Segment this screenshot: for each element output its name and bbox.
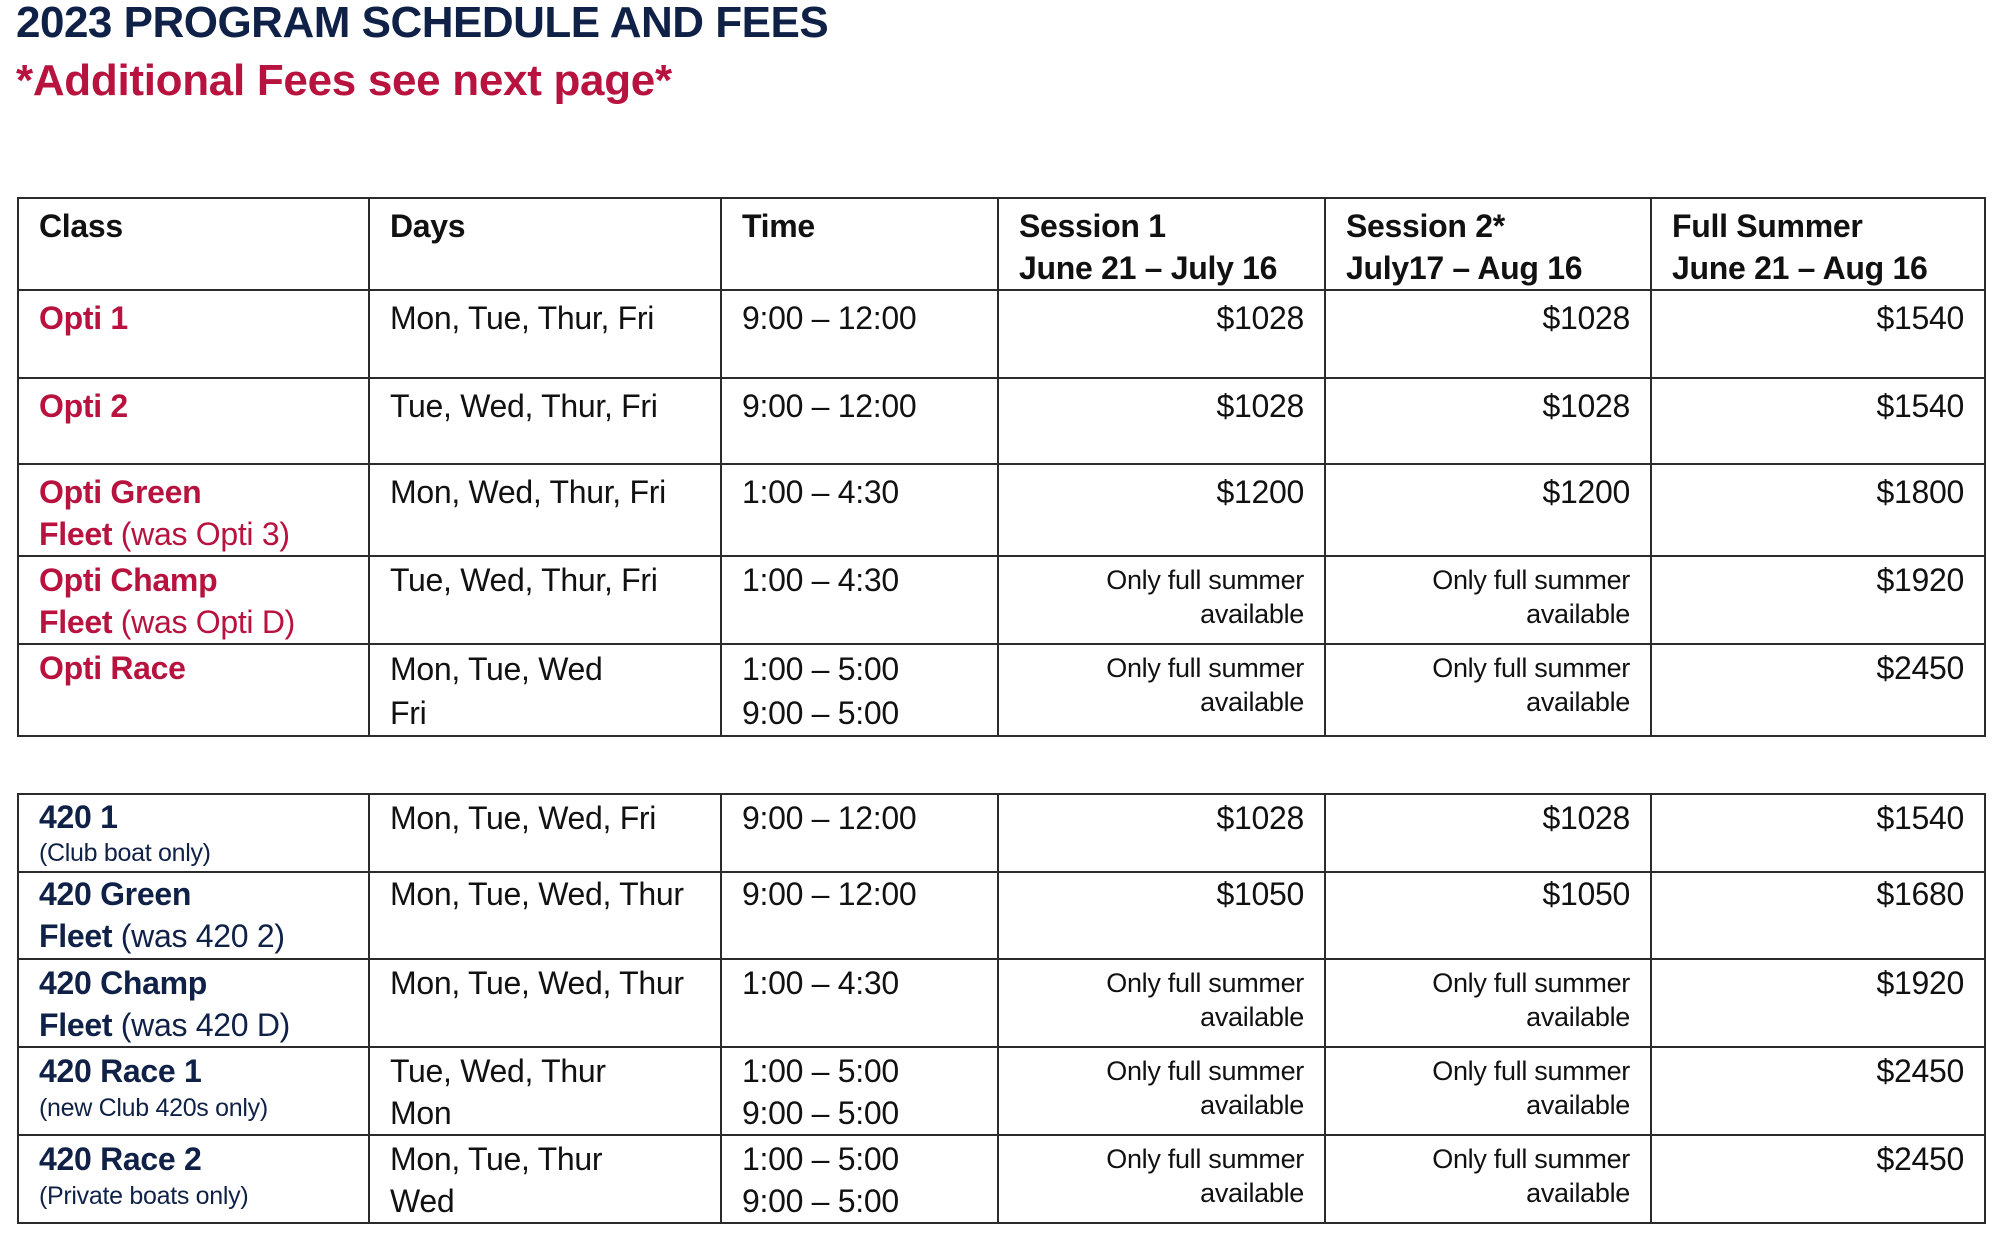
- full-summer-fee: $2450: [1651, 644, 1985, 736]
- days-cell: Mon, Tue, Wed, Thur: [369, 872, 721, 959]
- session-2-availability: Only full summer available: [1325, 644, 1651, 736]
- time-cell: 1:00 – 4:30: [721, 464, 998, 556]
- class-cell: 420 Green Fleet (was 420 2): [18, 872, 369, 959]
- page-title: 2023 PROGRAM SCHEDULE AND FEES: [16, 0, 829, 47]
- days-cell: Tue, Wed, Thur, Fri: [369, 378, 721, 464]
- full-summer-fee: $1680: [1651, 872, 1985, 959]
- session-2-fee: $1050: [1325, 872, 1651, 959]
- class-cell: Opti Green Fleet (was Opti 3): [18, 464, 369, 556]
- time-cell: 1:00 – 4:30: [721, 959, 998, 1047]
- time-cell: 1:00 – 5:00 9:00 – 5:00: [721, 644, 998, 736]
- session-1-availability: Only full summer available: [998, 1135, 1325, 1223]
- table-row: [18, 1135, 1985, 1223]
- session-2-availability: Only full summer available: [1325, 959, 1651, 1047]
- table-row: [18, 290, 1985, 378]
- time-cell: 1:00 – 5:00 9:00 – 5:00: [721, 1047, 998, 1135]
- days-cell: Mon, Tue, Thur Wed: [369, 1135, 721, 1223]
- session-2-fee: $1200: [1325, 464, 1651, 556]
- time-cell: 1:00 – 4:30: [721, 556, 998, 644]
- session-1-fee: $1050: [998, 872, 1325, 959]
- header-days: Days: [369, 198, 721, 290]
- class-cell: Opti Race: [18, 644, 369, 736]
- table-row: [18, 556, 1985, 644]
- full-summer-fee: $1540: [1651, 290, 1985, 378]
- session-2-fee: $1028: [1325, 378, 1651, 464]
- session-2-fee: $1028: [1325, 794, 1651, 872]
- table-row: [18, 872, 1985, 959]
- days-cell: Mon, Tue, Wed, Thur: [369, 959, 721, 1047]
- full-summer-fee: $2450: [1651, 1047, 1985, 1135]
- full-summer-fee: $2450: [1651, 1135, 1985, 1223]
- session-2-fee: $1028: [1325, 290, 1651, 378]
- full-summer-fee: $1540: [1651, 378, 1985, 464]
- table-row: [18, 1047, 1985, 1135]
- header-time: Time: [721, 198, 998, 290]
- session-1-availability: Only full summer available: [998, 556, 1325, 644]
- header-session-2: Session 2* July17 – Aug 16: [1325, 198, 1651, 290]
- full-summer-fee: $1920: [1651, 556, 1985, 644]
- table-row: [18, 378, 1985, 464]
- session-2-availability: Only full summer available: [1325, 1135, 1651, 1223]
- class-cell: 420 Race 2 (Private boats only): [18, 1135, 369, 1223]
- class-cell: 420 Race 1 (new Club 420s only): [18, 1047, 369, 1135]
- table-row: [18, 959, 1985, 1047]
- header-full-summer: Full Summer June 21 – Aug 16: [1651, 198, 1985, 290]
- days-cell: Mon, Tue, Wed Fri: [369, 644, 721, 736]
- days-cell: Mon, Tue, Thur, Fri: [369, 290, 721, 378]
- table-row: [18, 464, 1985, 556]
- days-cell: Tue, Wed, Thur, Fri: [369, 556, 721, 644]
- time-cell: 9:00 – 12:00: [721, 290, 998, 378]
- class-cell: 420 1 (Club boat only): [18, 794, 369, 872]
- session-1-fee: $1028: [998, 794, 1325, 872]
- class-cell: 420 Champ Fleet (was 420 D): [18, 959, 369, 1047]
- opti-schedule-table: [17, 197, 1986, 737]
- time-cell: 9:00 – 12:00: [721, 794, 998, 872]
- 420-schedule-table: [17, 793, 1986, 1224]
- class-cell: Opti Champ Fleet (was Opti D): [18, 556, 369, 644]
- session-1-fee: $1028: [998, 290, 1325, 378]
- class-cell: Opti 2: [18, 378, 369, 464]
- full-summer-fee: $1540: [1651, 794, 1985, 872]
- session-1-availability: Only full summer available: [998, 1047, 1325, 1135]
- session-2-availability: Only full summer available: [1325, 556, 1651, 644]
- header-class: Class: [18, 198, 369, 290]
- session-1-fee: $1200: [998, 464, 1325, 556]
- full-summer-fee: $1800: [1651, 464, 1985, 556]
- session-1-availability: Only full summer available: [998, 959, 1325, 1047]
- time-cell: 1:00 – 5:00 9:00 – 5:00: [721, 1135, 998, 1223]
- header-session-1: Session 1 June 21 – July 16: [998, 198, 1325, 290]
- time-cell: 9:00 – 12:00: [721, 872, 998, 959]
- time-cell: 9:00 – 12:00: [721, 378, 998, 464]
- session-1-availability: Only full summer available: [998, 644, 1325, 736]
- full-summer-fee: $1920: [1651, 959, 1985, 1047]
- days-cell: Mon, Wed, Thur, Fri: [369, 464, 721, 556]
- table-header-row: [18, 198, 1985, 290]
- days-cell: Mon, Tue, Wed, Fri: [369, 794, 721, 872]
- session-1-fee: $1028: [998, 378, 1325, 464]
- class-cell: Opti 1: [18, 290, 369, 378]
- additional-fees-note: *Additional Fees see next page*: [16, 56, 672, 105]
- table-row: [18, 644, 1985, 736]
- table-row: [18, 794, 1985, 872]
- days-cell: Tue, Wed, Thur Mon: [369, 1047, 721, 1135]
- session-2-availability: Only full summer available: [1325, 1047, 1651, 1135]
